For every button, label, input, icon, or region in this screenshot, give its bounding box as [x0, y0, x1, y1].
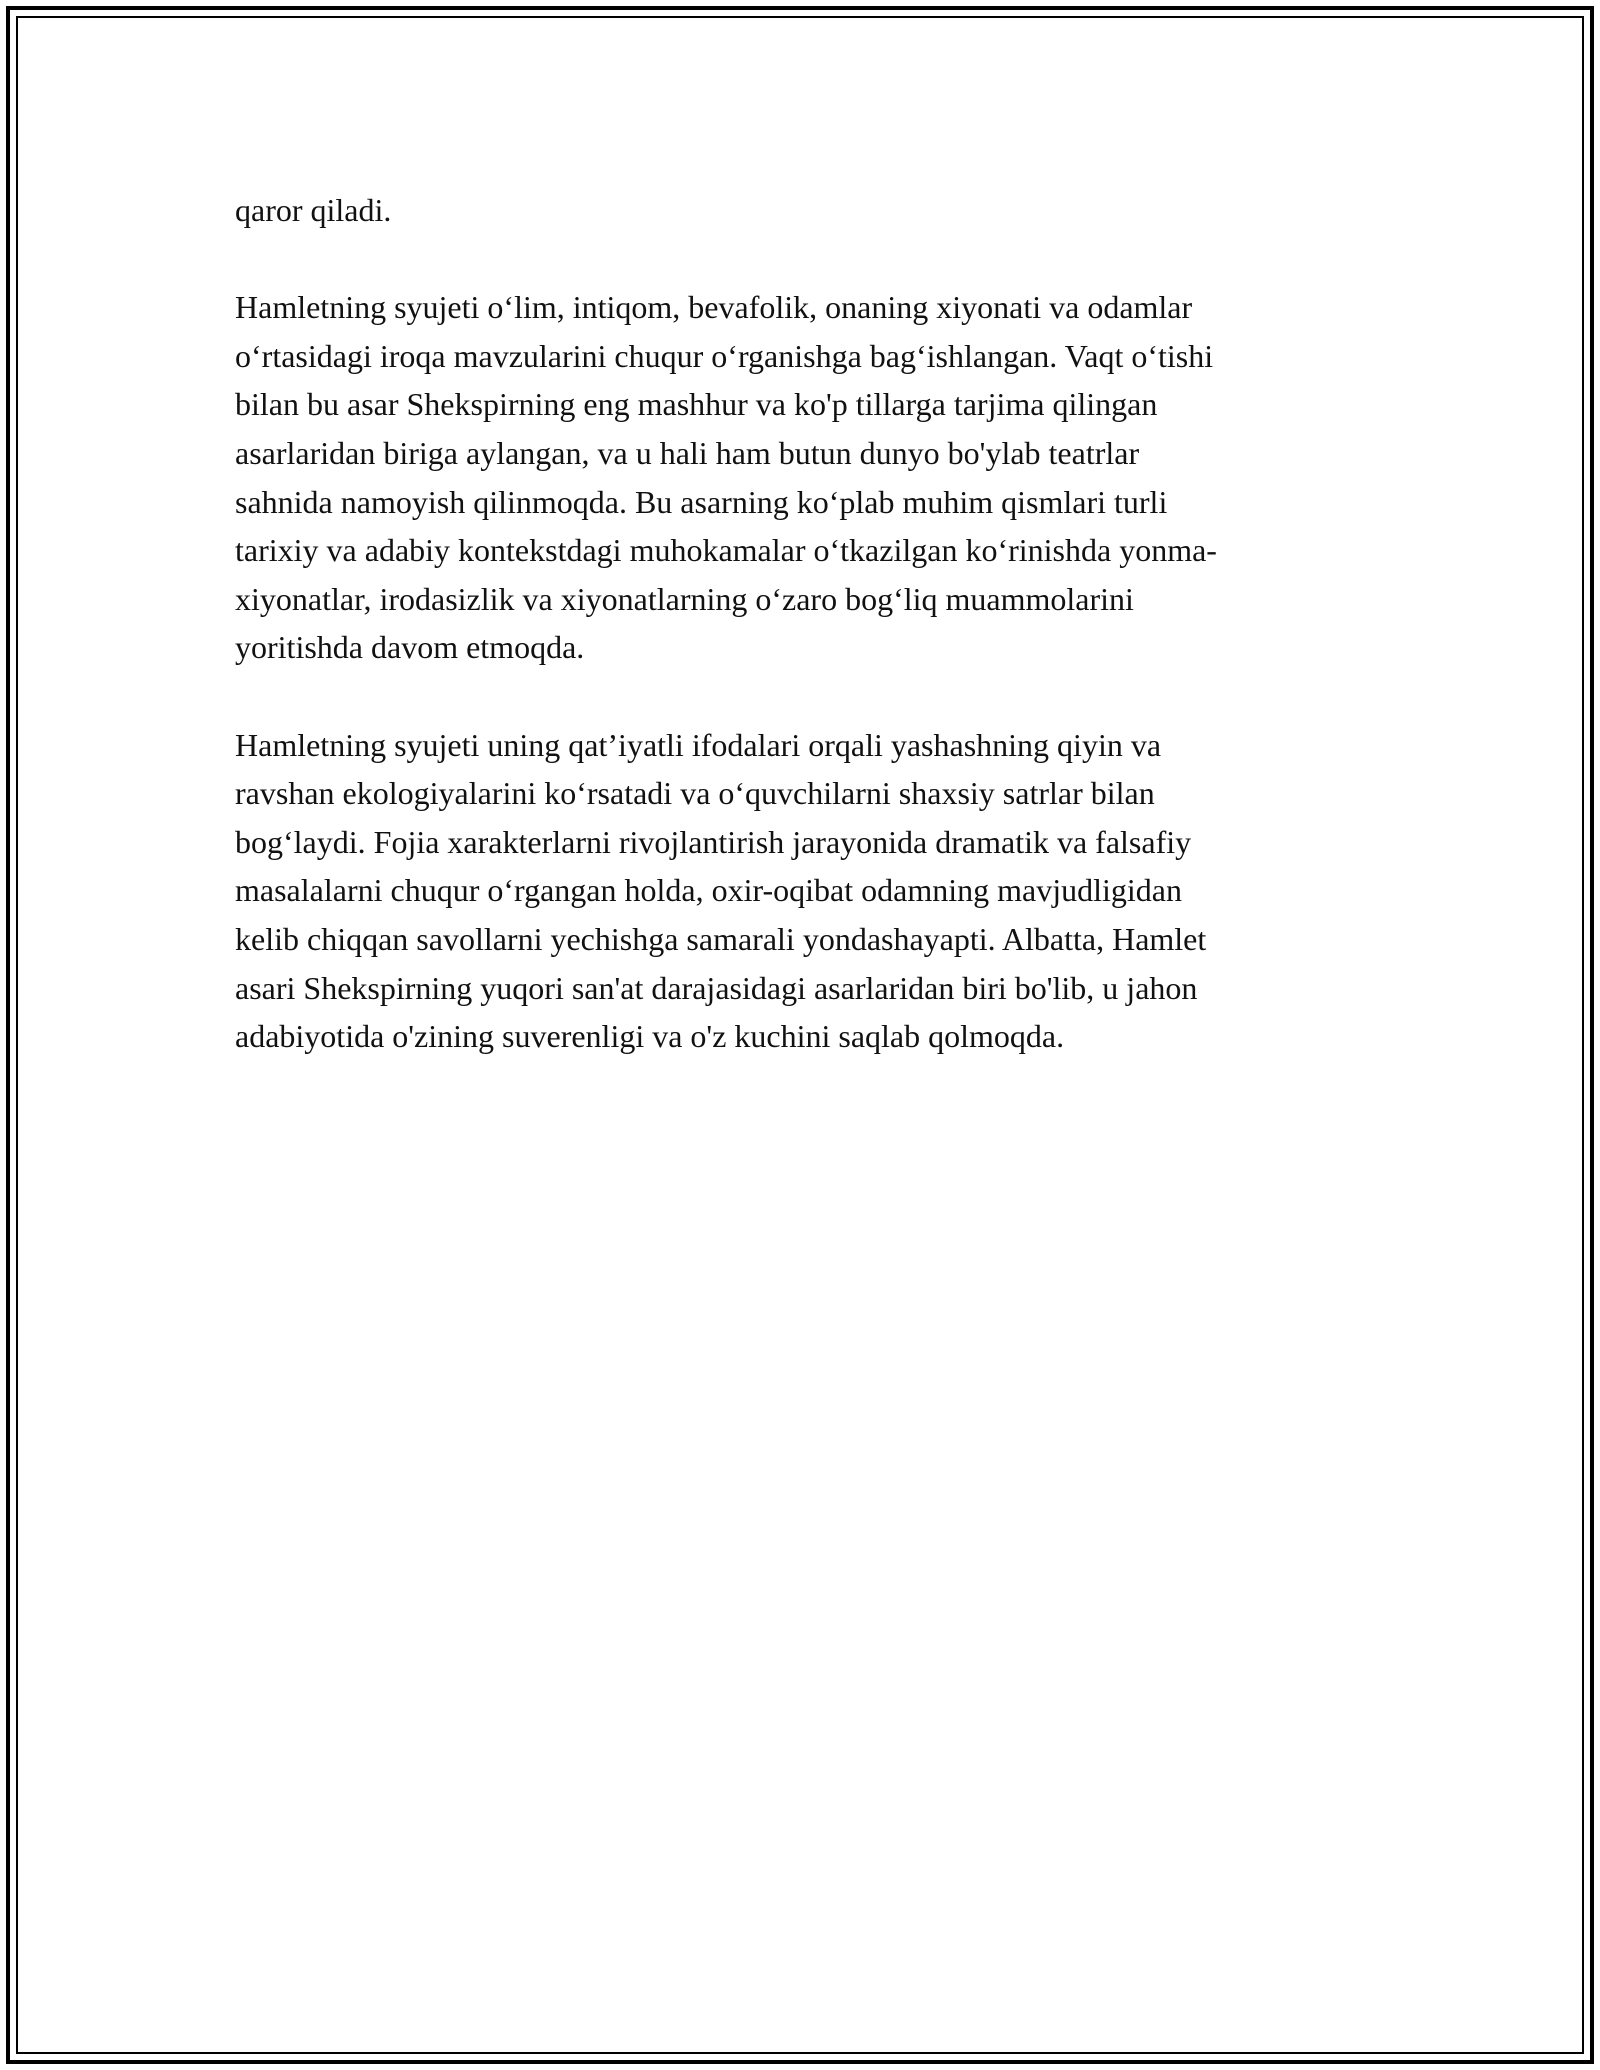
text-line: Hamletning syujeti o‘lim, intiqom, bevafolik, onaning xiyonati va odamlar — [235, 289, 1193, 326]
text-line: asari Shekspirning yuqori san'at darajasidagi asarlaridan biri bo'lib, u jahon — [235, 969, 1198, 1006]
text-line: bog‘laydi. Fojia xarakterlarni rivojlantirish jarayonida dramatik va falsafiy — [235, 823, 1192, 860]
text-line: ravshan ekologiyalarini ko‘rsatadi va o‘quvchilarni shaxsiy satrlar bilan — [235, 775, 1155, 812]
text-line: sahnida namoyish qilinmoqda. Bu asarning ko‘plab muhim qismlari turli — [235, 483, 1168, 520]
text-line: xiyonatlar, irodasizlik va xiyonatlarning o‘zaro bog‘liq muammolarini — [235, 580, 1134, 617]
text-line: asarlaridan biriga aylangan, va u hali ham butun dunyo bo'ylab teatrlar — [235, 434, 1140, 471]
text-line: masalalarni chuqur o‘rgangan holda, oxir-oqibat odamning mavjudligidan — [235, 872, 1182, 909]
text-line: o‘rtasidagi iroqa mavzularini chuqur o‘rganishga bag‘ishlangan. Vaqt o‘tishi — [235, 337, 1214, 374]
document-body — [235, 186, 1375, 1061]
text-line: bilan bu asar Shekspirning eng mashhur va ko'p tillarga tarjima qilingan — [235, 386, 1158, 423]
text-line: adabiyotida o'zining suverenligi va o'z kuchini saqlab qolmoqda. — [235, 1018, 1065, 1055]
text-line: Hamletning syujeti uning qat’iyatli ifodalari orqali yashashning qiyin va — [235, 726, 1162, 763]
paragraph-spacer — [235, 235, 1375, 284]
paragraph-2 — [235, 283, 1375, 672]
paragraph-1 — [235, 186, 1375, 235]
text-line: qaror qiladi. — [235, 192, 392, 228]
text-line: tarixiy va adabiy kontekstdagi muhokamalar o‘tkazilgan ko‘rinishda yonma- — [235, 532, 1217, 569]
text-line: kelib chiqqan savollarni yechishga samarali yondashayapti. Albatta, Hamlet — [235, 920, 1207, 957]
paragraph-spacer — [235, 672, 1375, 721]
paragraph-3 — [235, 721, 1375, 1061]
text-line: yoritishda davom etmoqda. — [235, 629, 585, 666]
